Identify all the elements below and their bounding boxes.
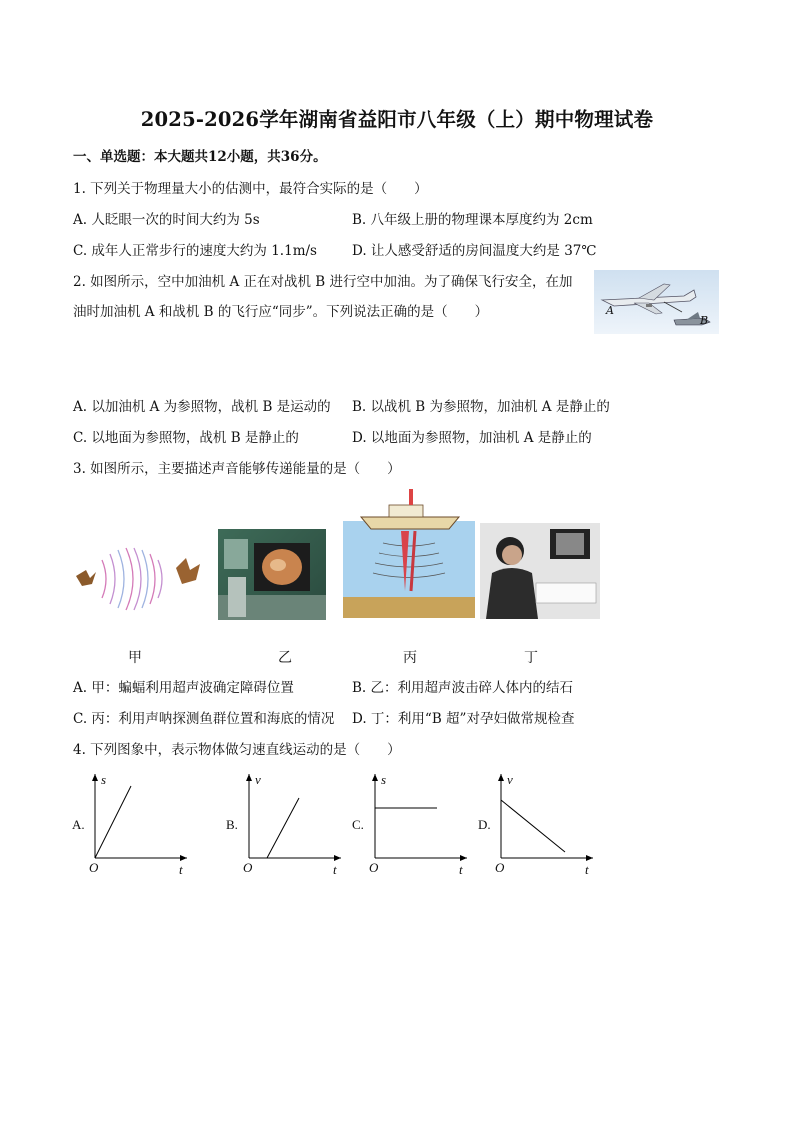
- graph-c-x-label: t: [459, 862, 463, 877]
- graph-a-y-label: s: [101, 772, 107, 787]
- caption-ding: 丁: [524, 650, 538, 666]
- q2-option-b: B. 以战机 B 为参照物，加油机 A 是静止的: [352, 399, 610, 415]
- graph-d: [478, 770, 598, 880]
- caption-bing: 丙: [403, 650, 417, 666]
- q3-option-a: A. 甲：蝙蝠利用超声波确定障碍位置: [73, 680, 294, 696]
- q3-option-d: D. 丁：利用“B 超”对孕妇做常规检查: [352, 711, 575, 727]
- graph-b-option: B.: [226, 817, 238, 832]
- graph-a-origin: O: [89, 860, 99, 875]
- graph-b-x-label: t: [333, 862, 337, 877]
- q1-option-b: B. 八年级上册的物理课本厚度约为 2cm: [352, 212, 593, 228]
- section-heading: 一、单选题：本大题共12小题，共36分。: [73, 149, 327, 165]
- q3-stem: 3. 如图所示，主要描述声音能够传递能量的是（ ）: [73, 461, 401, 477]
- tanker-aircraft-image: [594, 270, 719, 334]
- q1-stem: 1. 下列关于物理量大小的估测中，最符合实际的是（ ）: [73, 181, 428, 197]
- q2-option-c: C. 以地面为参照物，战机 B 是静止的: [73, 430, 299, 446]
- q2-stem-line1: 2. 如图所示，空中加油机 A 正在对战机 B 进行空中加油。为了确保飞行安全，在加: [73, 274, 573, 290]
- q4-stem: 4. 下列图象中，表示物体做匀速直线运动的是（ ）: [73, 742, 401, 758]
- graph-d-x-label: t: [585, 862, 589, 877]
- graph-a-x-label: t: [179, 862, 183, 877]
- graph-a: [72, 770, 192, 880]
- q2-option-d: D. 以地面为参照物，加油机 A 是静止的: [352, 430, 592, 446]
- graph-c: [352, 770, 472, 880]
- image-label-a: A: [606, 304, 614, 317]
- graph-b-origin: O: [243, 860, 253, 875]
- bat-echolocation-image: [72, 540, 204, 618]
- graph-b-y-label: v: [255, 772, 261, 787]
- q3-option-b: B. 乙：利用超声波击碎人体内的结石: [352, 680, 574, 696]
- graph-a-option: A.: [72, 817, 85, 832]
- page-title: 2025-2026学年湖南省益阳市八年级（上）期中物理试卷: [140, 108, 654, 131]
- lithotripsy-image: [218, 529, 326, 620]
- graph-c-option: C.: [352, 817, 364, 832]
- q1-option-a: A. 人眨眼一次的时间大约为 5s: [73, 212, 260, 228]
- q1-option-d: D. 让人感受舒适的房间温度大约是 37℃: [352, 243, 597, 259]
- graph-d-origin: O: [495, 860, 505, 875]
- q1-option-c: C. 成年人正常步行的速度大约为 1.1m/s: [73, 243, 317, 259]
- ultrasound-image: [480, 523, 600, 619]
- graph-d-option: D.: [478, 817, 491, 832]
- caption-jia: 甲: [128, 650, 142, 666]
- q3-option-c: C. 丙：利用声呐探测鱼群位置和海底的情况: [73, 711, 335, 727]
- q2-option-a: A. 以加油机 A 为参照物，战机 B 是运动的: [73, 399, 331, 415]
- graph-c-origin: O: [369, 860, 379, 875]
- graph-b: [226, 770, 346, 880]
- caption-yi: 乙: [278, 650, 292, 666]
- image-label-b: B: [700, 314, 709, 327]
- graph-d-y-label: v: [507, 772, 513, 787]
- sonar-ship-image: [343, 487, 475, 618]
- graph-c-y-label: s: [381, 772, 387, 787]
- q2-stem-line2: 油时加油机 A 和战机 B 的飞行应“同步”。下列说法正确的是（ ）: [73, 304, 489, 320]
